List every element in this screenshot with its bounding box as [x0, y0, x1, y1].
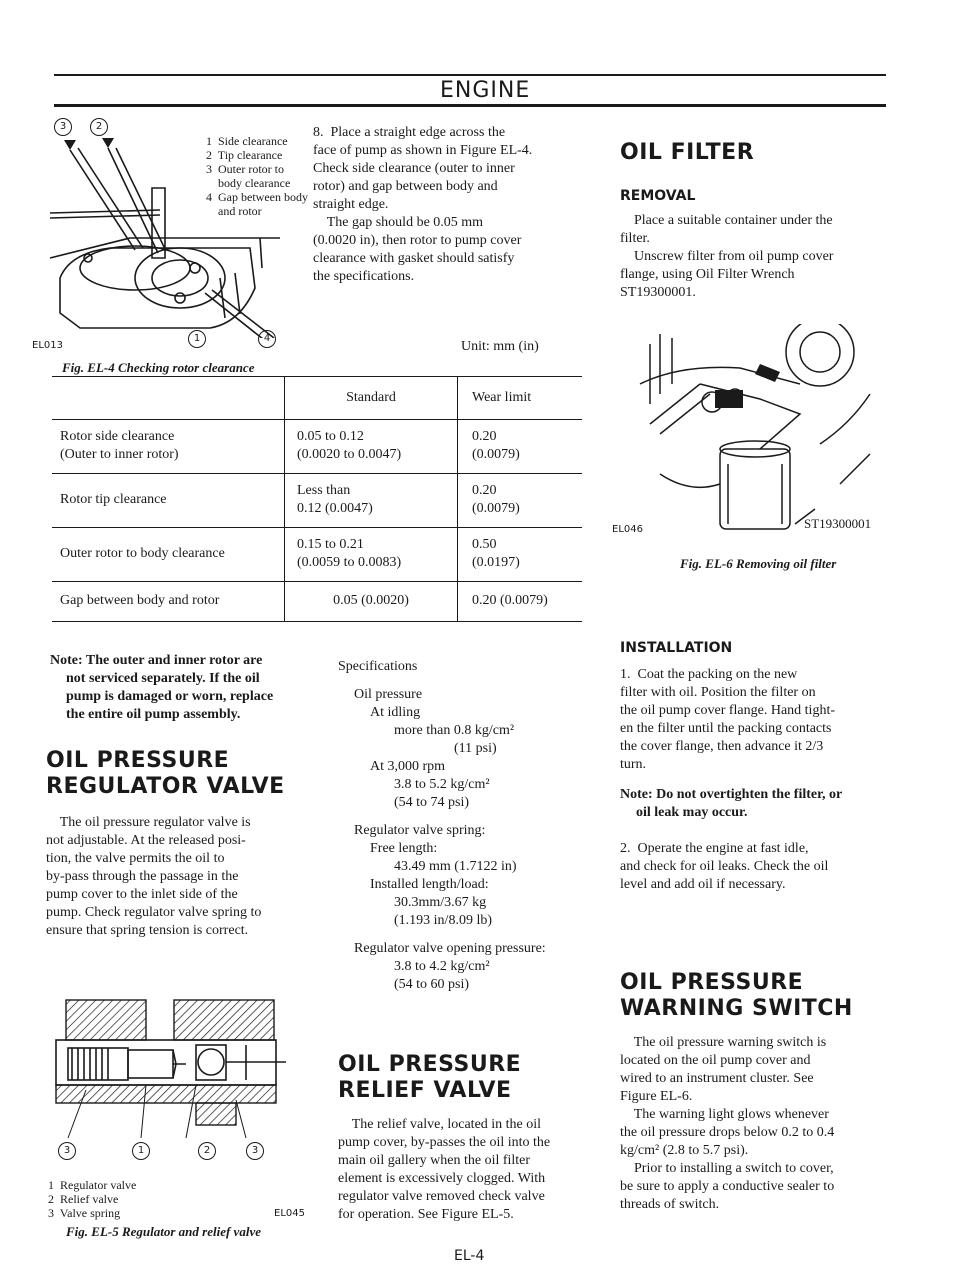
fig-el4-callout-3: 3: [54, 118, 72, 136]
heading-line: OIL PRESSURE: [620, 970, 804, 995]
text-line: the entire oil pump assembly.: [66, 707, 241, 722]
table-cell-item: [52, 581, 285, 621]
text-line: the specifications.: [313, 269, 415, 284]
text-line: clearance with gasket should satisfy: [313, 251, 515, 266]
fig-el4-legend-item: 1 Side clearance: [206, 134, 288, 148]
specs-title: Specifications: [338, 659, 418, 674]
warning-switch-paragraph: [620, 1034, 890, 1214]
table-cell-limit: [458, 473, 583, 527]
cell-line: 0.20: [472, 429, 497, 444]
text-line: element is excessively clogged. With: [338, 1171, 546, 1186]
installation-paragraph: [620, 666, 890, 774]
text-line: The gap should be 0.05 mm: [313, 215, 484, 230]
text-line: The relief valve, located in the oil: [338, 1117, 542, 1132]
text-line: 8. Place a straight edge across the: [313, 125, 506, 140]
text-line: Figure EL-6.: [620, 1089, 693, 1104]
cell-line: 0.05 (0.0020): [333, 593, 409, 608]
fig-el6-drawing: [620, 324, 880, 534]
text-line: ST19300001.: [620, 285, 696, 300]
cell-line: (0.0079): [472, 501, 520, 516]
table-row: [52, 419, 582, 473]
table-header-row: [52, 377, 582, 419]
fig-el5: [46, 990, 316, 1230]
cell-line: (0.0020 to 0.0047): [297, 447, 402, 462]
text-line: flange, using Oil Filter Wrench: [620, 267, 795, 282]
text-line: pump cover to the inlet side of the: [46, 887, 238, 902]
spec-line: 3.8 to 4.2 kg/cm²: [394, 959, 490, 974]
text-line: be sure to apply a conductive sealer to: [620, 1179, 835, 1194]
text-line: pump cover, by-passes the oil into the: [338, 1135, 551, 1150]
spec-line: 43.49 mm (1.7122 in): [394, 859, 517, 874]
text-line: main oil gallery when the oil filter: [338, 1153, 531, 1168]
table-header-cell: Wear limit: [472, 389, 532, 405]
fig-el4-code: EL013: [32, 340, 63, 351]
cell-line: 0.50: [472, 537, 497, 552]
table-unit: Unit: mm (in): [461, 339, 539, 354]
fig-el4-legend-item: 4 Gap between body: [206, 190, 308, 204]
spec-line: Regulator valve spring:: [354, 823, 486, 838]
spec-line: Free length:: [370, 841, 438, 856]
table-cell-standard: [285, 527, 458, 581]
text-line: and check for oil leaks. Check the oil: [620, 859, 829, 874]
fig-el5-drawing: [46, 990, 306, 1140]
fig-el4-caption: Fig. EL-4 Checking rotor clearance: [62, 360, 255, 375]
regulator-paragraph: [46, 814, 316, 940]
fig-el6-caption: Fig. EL-6 Removing oil filter: [680, 556, 837, 571]
fig-el5-callout-3-left: 3: [58, 1142, 76, 1160]
text-line: level and add oil if necessary.: [620, 877, 786, 892]
fig-el4-legend-item: and rotor: [206, 204, 262, 218]
table-row: [52, 473, 582, 527]
spec-line: At 3,000 rpm: [370, 759, 446, 774]
table-cell-standard: [285, 473, 458, 527]
text-line: Place a suitable container under the: [620, 213, 833, 228]
text-line: pump is damaged or worn, replace: [66, 689, 274, 704]
text-line: wired to an instrument cluster. See: [620, 1071, 814, 1086]
table-cell-standard: [285, 419, 458, 473]
text-line: turn.: [620, 757, 647, 772]
step-2-paragraph: [620, 840, 890, 894]
cell-line: 0.20 (0.0079): [472, 593, 548, 608]
cell-line: (Outer to inner rotor): [60, 447, 179, 462]
fig-el5-callout-2: 2: [198, 1142, 216, 1160]
table-row: [52, 527, 582, 581]
cell-line: 0.05 to 0.12: [297, 429, 364, 444]
spec-line: 3.8 to 5.2 kg/cm²: [394, 777, 490, 792]
heading-line: OIL PRESSURE: [338, 1052, 522, 1077]
spec-line: (1.193 in/8.09 lb): [394, 913, 492, 928]
text-line: rotor) and gap between body and: [313, 179, 498, 194]
fig-el5-legend-item: 3 Valve spring: [48, 1206, 121, 1220]
text-line: Prior to installing a switch to cover,: [620, 1161, 834, 1176]
spec-line: more than 0.8 kg/cm²: [394, 723, 515, 738]
spec-line: (54 to 74 psi): [394, 795, 470, 810]
text-line: tion, the valve permits the oil to: [46, 851, 225, 866]
fig-el5-legend-item: 2 Relief valve: [48, 1192, 119, 1206]
text-line: pump. Check regulator valve spring to: [46, 905, 262, 920]
fig-el4-callout-2: 2: [90, 118, 108, 136]
cell-line: 0.15 to 0.21: [297, 537, 364, 552]
heading-removal: REMOVAL: [620, 188, 696, 204]
text-line: filter with oil. Position the filter on: [620, 685, 816, 700]
heading-oil-filter: OIL FILTER: [620, 140, 755, 165]
text-line: Note: Do not overtighten the filter, or: [620, 787, 843, 802]
fig-el4-legend-item: body clearance: [206, 176, 291, 190]
text-line: for operation. See Figure EL-5.: [338, 1207, 514, 1222]
fig-el4-callout-4: 4: [258, 330, 276, 348]
fig-el5-callout-3-right: 3: [246, 1142, 264, 1160]
spec-line: (11 psi): [454, 741, 497, 756]
table-cell-item: [52, 419, 285, 473]
spec-line: Installed length/load:: [370, 877, 489, 892]
text-line: Check side clearance (outer to inner: [313, 161, 515, 176]
text-line: The oil pressure regulator valve is: [46, 815, 251, 830]
spec-line: 30.3mm/3.67 kg: [394, 895, 487, 910]
text-line: en the filter until the packing contacts: [620, 721, 832, 736]
text-line: the oil pump cover flange. Hand tight-: [620, 703, 835, 718]
table-header-cell: [52, 377, 285, 419]
fig-el5-caption: Fig. EL-5 Regulator and relief valve: [66, 1224, 261, 1239]
header-rule-bottom: [54, 104, 886, 107]
cell-line: Less than: [297, 483, 351, 498]
specifications-block: [338, 658, 598, 994]
text-line: 1. Coat the packing on the new: [620, 667, 798, 682]
text-line: The warning light glows whenever: [620, 1107, 829, 1122]
table-cell-standard: [285, 581, 458, 621]
text-line: 2. Operate the engine at fast idle,: [620, 841, 809, 856]
note-rotor-service: [50, 652, 310, 724]
fig-el4-legend-item: 3 Outer rotor to: [206, 162, 284, 176]
text-line: oil leak may occur.: [636, 805, 748, 820]
fig-el6: [612, 324, 880, 546]
table-row: [52, 581, 582, 621]
cell-line: (0.0079): [472, 447, 520, 462]
text-line: straight edge.: [313, 197, 389, 212]
table-cell-item: [52, 473, 285, 527]
text-line: The oil pressure warning switch is: [620, 1035, 827, 1050]
fig-el6-code: EL046: [612, 524, 643, 535]
text-line: ensure that spring tension is correct.: [46, 923, 249, 938]
page-header-title: ENGINE: [440, 78, 531, 103]
spec-line: (54 to 60 psi): [394, 977, 470, 992]
cell-line: 0.20: [472, 483, 497, 498]
spec-line: Regulator valve opening pressure:: [354, 941, 546, 956]
table-cell-limit: [458, 419, 583, 473]
text-line: filter.: [620, 231, 650, 246]
text-line: not serviced separately. If the oil: [66, 671, 260, 686]
removal-paragraph: [620, 212, 890, 302]
page-number: EL-4: [454, 1248, 485, 1264]
heading-line: WARNING SWITCH: [620, 996, 853, 1021]
cell-line: Gap between body and rotor: [60, 593, 220, 608]
heading-relief-valve: [338, 1052, 521, 1104]
table-cell-item: [52, 527, 285, 581]
cell-line: (0.0059 to 0.0083): [297, 555, 402, 570]
relief-paragraph: [338, 1116, 618, 1224]
table-cell-limit: [458, 581, 583, 621]
heading-line: RELIEF VALVE: [338, 1078, 512, 1103]
fig-el4: [32, 118, 310, 368]
fig-el5-legend-item: 1 Regulator valve: [48, 1178, 137, 1192]
text-line: kg/cm² (2.8 to 5.7 psi).: [620, 1143, 749, 1158]
text-line: located on the oil pump cover and: [620, 1053, 811, 1068]
cell-line: (0.0197): [472, 555, 520, 570]
heading-line: OIL PRESSURE: [46, 748, 230, 773]
text-line: threads of switch.: [620, 1197, 720, 1212]
step-8-paragraph: [313, 124, 603, 286]
text-line: regulator valve removed check valve: [338, 1189, 545, 1204]
clearance-table: [52, 377, 582, 622]
cell-line: Outer rotor to body clearance: [60, 546, 225, 561]
heading-regulator-valve: [46, 748, 285, 800]
table-header-cell: Standard: [285, 377, 458, 419]
cell-line: Rotor tip clearance: [60, 492, 167, 507]
text-line: the oil pressure drops below 0.2 to 0.4: [620, 1125, 835, 1140]
fig-el5-callout-1: 1: [132, 1142, 150, 1160]
header-rule-top: [54, 74, 886, 76]
text-line: the cover flange, then advance it 2/3: [620, 739, 824, 754]
text-line: Unscrew filter from oil pump cover: [620, 249, 834, 264]
fig-el5-code: EL045: [274, 1208, 305, 1219]
text-line: face of pump as shown in Figure EL-4.: [313, 143, 533, 158]
heading-installation: INSTALLATION: [620, 640, 733, 656]
fig-el6-tool-label: ST19300001: [804, 516, 872, 531]
fig-el4-legend-item: 2 Tip clearance: [206, 148, 283, 162]
text-line: by-pass through the passage in the: [46, 869, 239, 884]
spec-line: At idling: [370, 705, 421, 720]
fig-el4-legend: [206, 134, 326, 218]
note-overtighten: [620, 786, 890, 822]
text-line: Note: The outer and inner rotor are: [50, 653, 263, 668]
text-line: (0.0020 in), then rotor to pump cover: [313, 233, 522, 248]
table-cell-limit: [458, 527, 583, 581]
cell-line: Rotor side clearance: [60, 429, 175, 444]
fig-el5-legend: [48, 1178, 248, 1220]
text-line: not adjustable. At the released posi-: [46, 833, 246, 848]
heading-warning-switch: [620, 970, 853, 1022]
cell-line: 0.12 (0.0047): [297, 501, 373, 516]
spec-line: Oil pressure: [354, 687, 423, 702]
heading-line: REGULATOR VALVE: [46, 774, 285, 799]
fig-el4-callout-1: 1: [188, 330, 206, 348]
